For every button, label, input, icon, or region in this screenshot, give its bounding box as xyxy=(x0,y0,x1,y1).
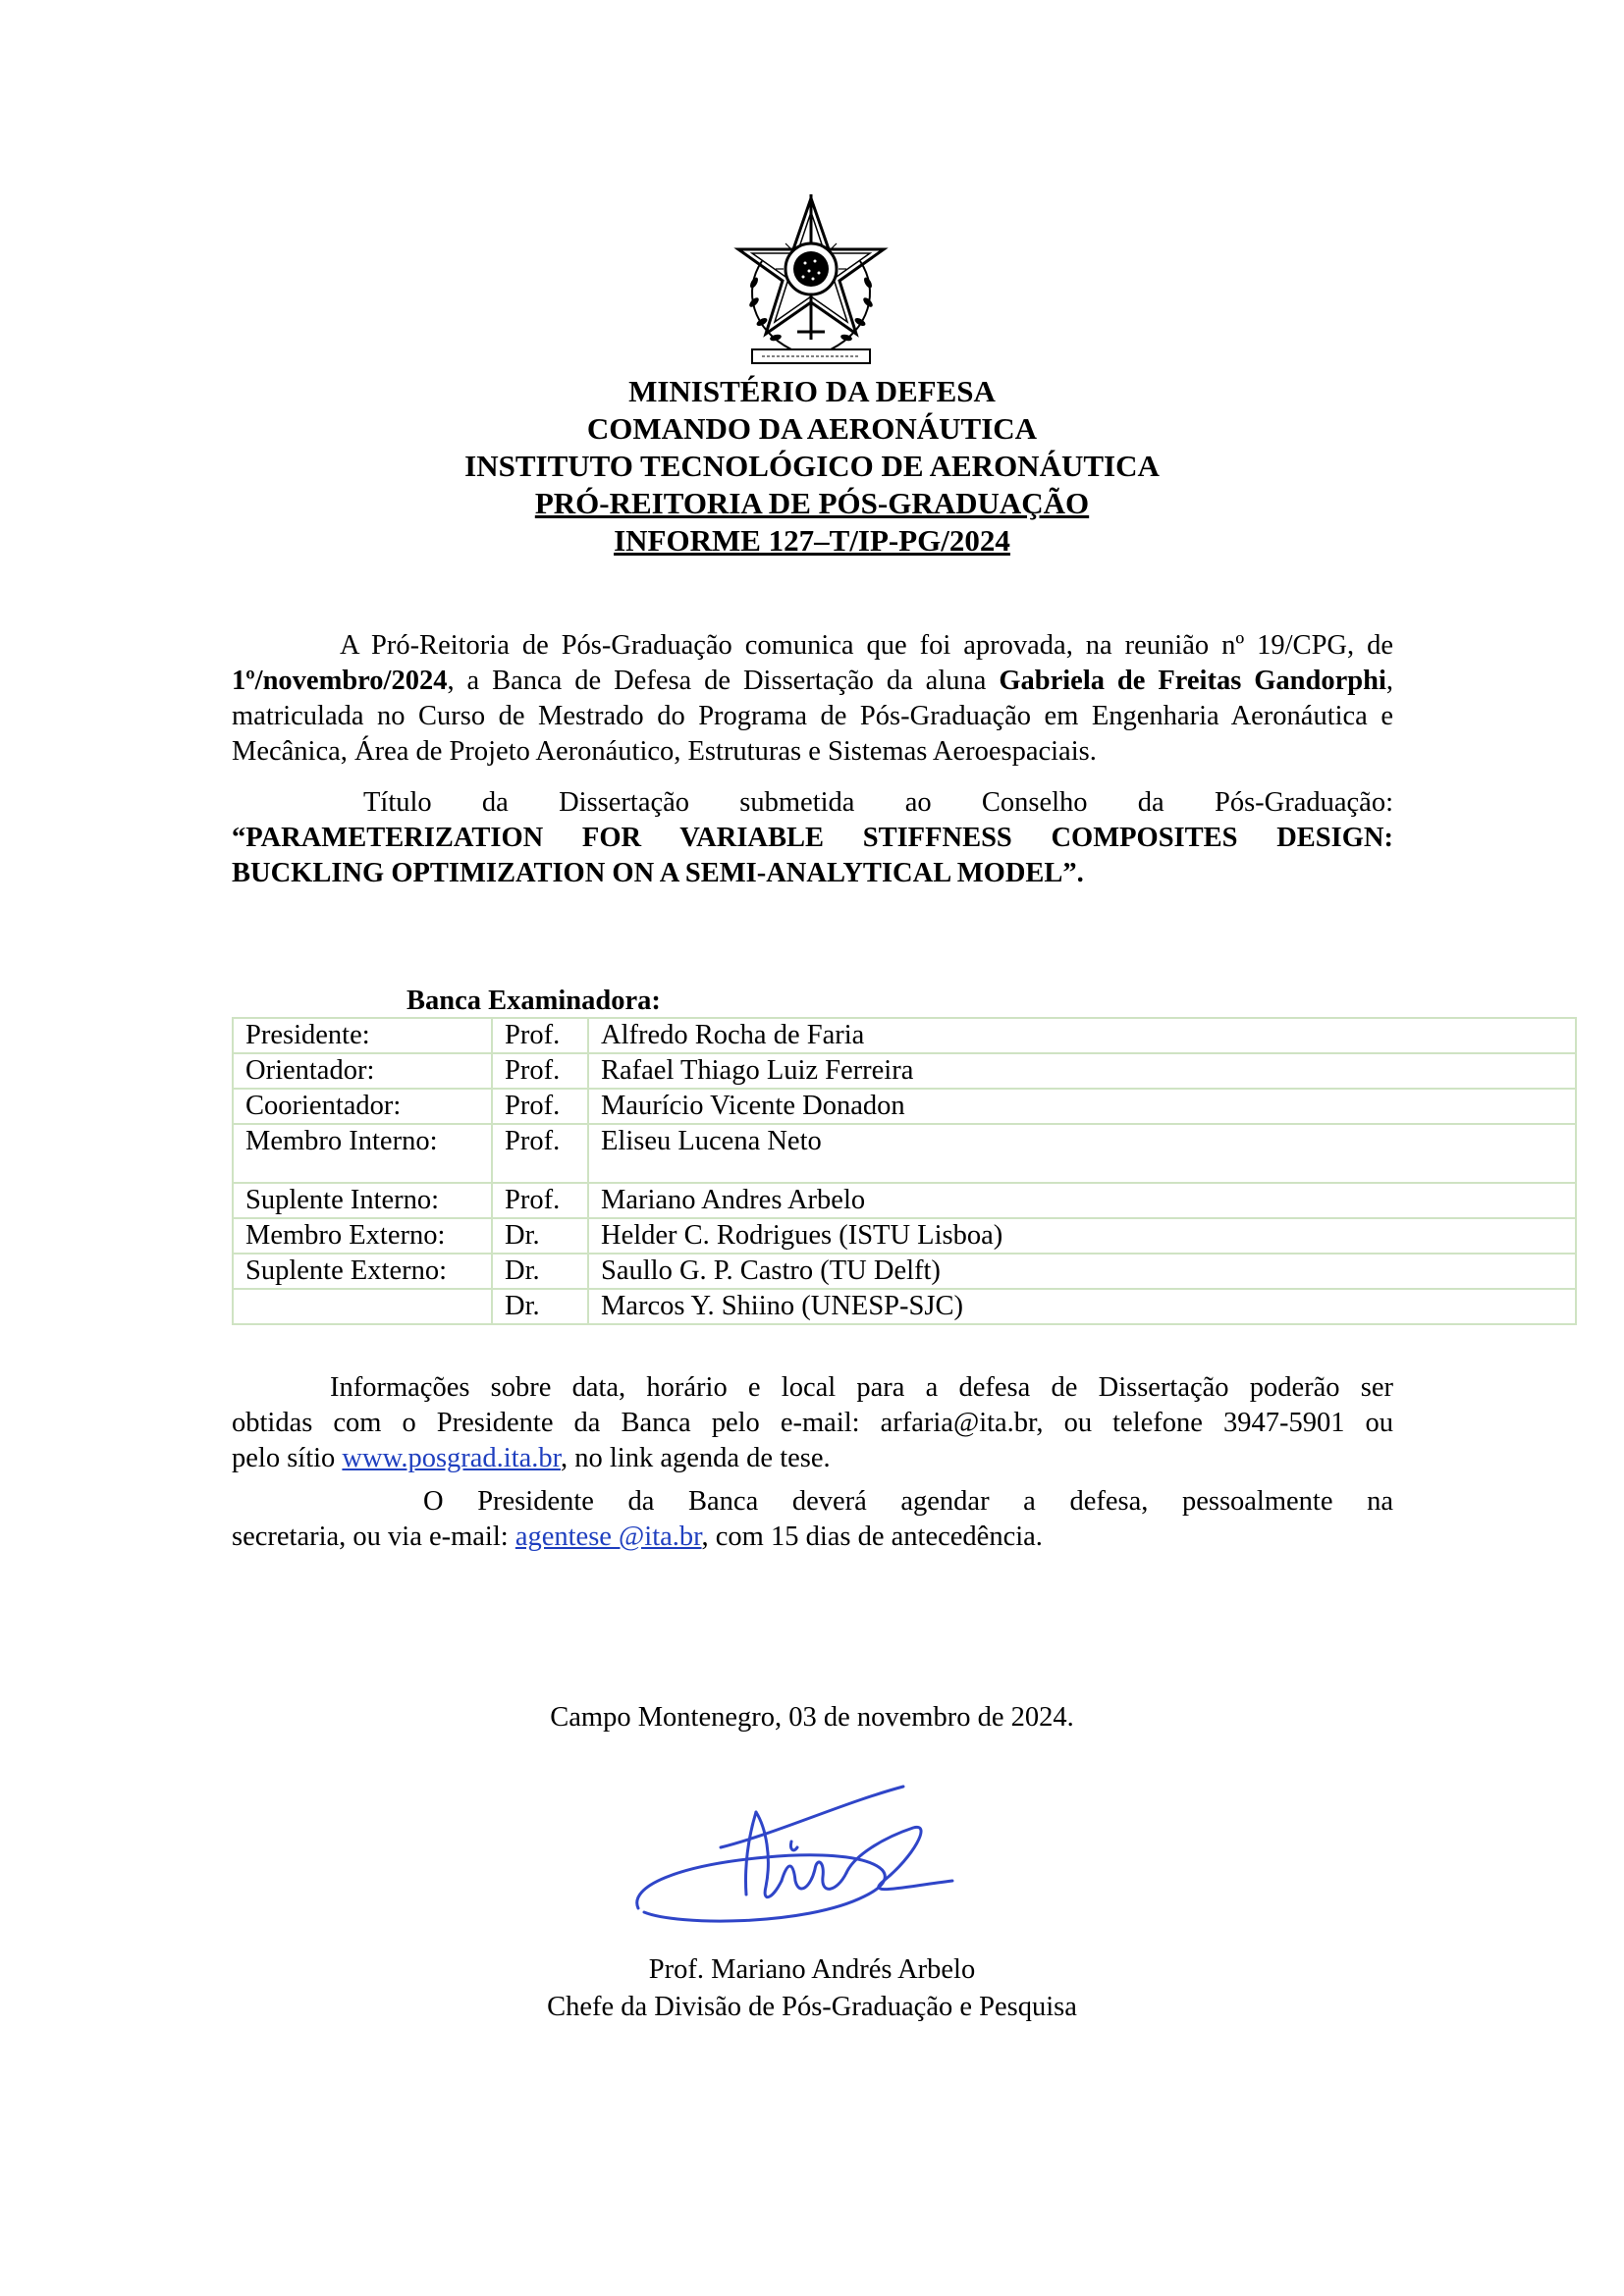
committee-role: Orientador: xyxy=(233,1053,492,1089)
committee-role: Coorientador: xyxy=(233,1089,492,1124)
committee-row xyxy=(233,1289,1576,1324)
intro-line-2 xyxy=(232,664,1393,699)
committee-title: Prof. xyxy=(492,1183,588,1218)
header-ministry: MINISTÉRIO DA DEFESA xyxy=(628,374,996,408)
committee-row xyxy=(233,1018,1576,1053)
committee-name: Rafael Thiago Luiz Ferreira xyxy=(588,1053,1576,1089)
posgrad-link[interactable]: www.posgrad.ita.br xyxy=(342,1443,562,1473)
handwritten-signature xyxy=(619,1779,1021,1936)
committee-name: Maurício Vicente Donadon xyxy=(588,1089,1576,1124)
committee-name: Marcos Y. Shiino (UNESP-SJC) xyxy=(588,1289,1576,1324)
header-report-number: INFORME 127–T/IP-PG/2024 xyxy=(614,523,1010,558)
committee-name: Eliseu Lucena Neto xyxy=(588,1124,1576,1183)
schedule-paragraph xyxy=(232,1484,1393,1555)
schedule-line-2 xyxy=(232,1520,1393,1555)
info-paragraph xyxy=(232,1370,1393,1476)
thesis-paragraph xyxy=(232,785,1393,891)
thesis-title-line-2: BUCKLING OPTIMIZATION ON A SEMI-ANALYTICAL MODEL”. xyxy=(232,858,1084,888)
info-line-3-end: , no link agenda de tese. xyxy=(561,1443,831,1473)
header-institute: INSTITUTO TECNOLÓGICO DE AERONÁUTICA xyxy=(464,449,1160,483)
committee-title: Prof. xyxy=(492,1053,588,1089)
info-line-3 xyxy=(232,1441,1393,1476)
committee-row xyxy=(233,1254,1576,1289)
intro-line-2-end: , xyxy=(1385,666,1393,696)
info-line-3-text: pelo sítio xyxy=(232,1443,343,1473)
header-department: PRÓ-REITORIA DE PÓS-GRADUAÇÃO xyxy=(534,486,1090,520)
signer-role: Chefe da Divisão de Pós-Graduação e Pesquisa xyxy=(547,1992,1077,2022)
intro-line-3: matriculada no Curso de Mestrado do Programa de Pós-Graduação em Engenharia Aeronáutica e xyxy=(232,701,1393,731)
committee-row xyxy=(233,1053,1576,1089)
document-header xyxy=(295,373,1329,560)
committee-name: Mariano Andres Arbelo xyxy=(588,1183,1576,1218)
agentese-email-link[interactable]: agentese @ita.br xyxy=(514,1522,702,1552)
committee-row xyxy=(233,1218,1576,1254)
info-line-1: Informações sobre data, horário e local para a defesa de Dissertação poderão ser xyxy=(330,1372,1393,1403)
intro-line-1: A Pró-Reitoria de Pós-Graduação comunica que foi aprovada, na reunião nº 19/CPG, de xyxy=(340,630,1393,661)
committee-role: Suplente Interno: xyxy=(233,1183,492,1218)
intro-line-2-text: , a Banca de Defesa de Dissertação da aluna xyxy=(447,666,1000,696)
committee-role: Suplente Externo: xyxy=(233,1254,492,1289)
info-line-2: obtidas com o Presidente da Banca pelo e-mail: arfaria@ita.br, ou telefone 3947-5901 ou xyxy=(232,1408,1393,1438)
committee-title: Dr. xyxy=(492,1254,588,1289)
committee-title: Banca Examinadora: xyxy=(406,986,661,1016)
committee-title: Prof. xyxy=(492,1018,588,1053)
meeting-date: 1º/novembro/2024 xyxy=(232,666,448,696)
place-date: Campo Montenegro, 03 de novembro de 2024. xyxy=(550,1702,1074,1733)
committee-role: Membro Externo: xyxy=(233,1218,492,1254)
committee-row xyxy=(233,1183,1576,1218)
committee-title: Dr. xyxy=(492,1289,588,1324)
committee-row xyxy=(233,1089,1576,1124)
committee-row xyxy=(233,1124,1576,1183)
thesis-title-line-1: “PARAMETERIZATION FOR VARIABLE STIFFNESS COMPOSITES DESIGN: xyxy=(232,823,1393,853)
committee-title: Dr. xyxy=(492,1218,588,1254)
thesis-line-1: Título da Dissertação submetida ao Conselho da Pós-Graduação: xyxy=(363,787,1393,818)
committee-role xyxy=(233,1289,492,1324)
committee-title: Prof. xyxy=(492,1124,588,1183)
committee-role: Presidente: xyxy=(233,1018,492,1053)
committee-name: Alfredo Rocha de Faria xyxy=(588,1018,1576,1053)
committee-name: Helder C. Rodrigues (ISTU Lisboa) xyxy=(588,1218,1576,1254)
schedule-line-1: O Presidente da Banca deverá agendar a defesa, pessoalmente na xyxy=(423,1486,1393,1517)
intro-line-4: Mecânica, Área de Projeto Aeronáutico, Estruturas e Sistemas Aeroespaciais. xyxy=(232,736,1097,767)
committee-table xyxy=(232,1017,1577,1325)
committee-title: Prof. xyxy=(492,1089,588,1124)
signer-name: Prof. Mariano Andrés Arbelo xyxy=(648,1954,976,1985)
intro-paragraph xyxy=(232,628,1393,770)
student-name: Gabriela de Freitas Gandorphi xyxy=(999,666,1386,696)
header-command: COMANDO DA AERONÁUTICA xyxy=(586,411,1038,446)
schedule-line-2-text: secretaria, ou via e-mail: xyxy=(232,1522,515,1552)
signer-block xyxy=(0,1951,1624,2026)
coat-of-arms-emblem xyxy=(732,192,890,371)
schedule-line-2-end: , com 15 dias de antecedência. xyxy=(701,1522,1043,1552)
committee-name: Saullo G. P. Castro (TU Delft) xyxy=(588,1254,1576,1289)
committee-role: Membro Interno: xyxy=(233,1124,492,1183)
